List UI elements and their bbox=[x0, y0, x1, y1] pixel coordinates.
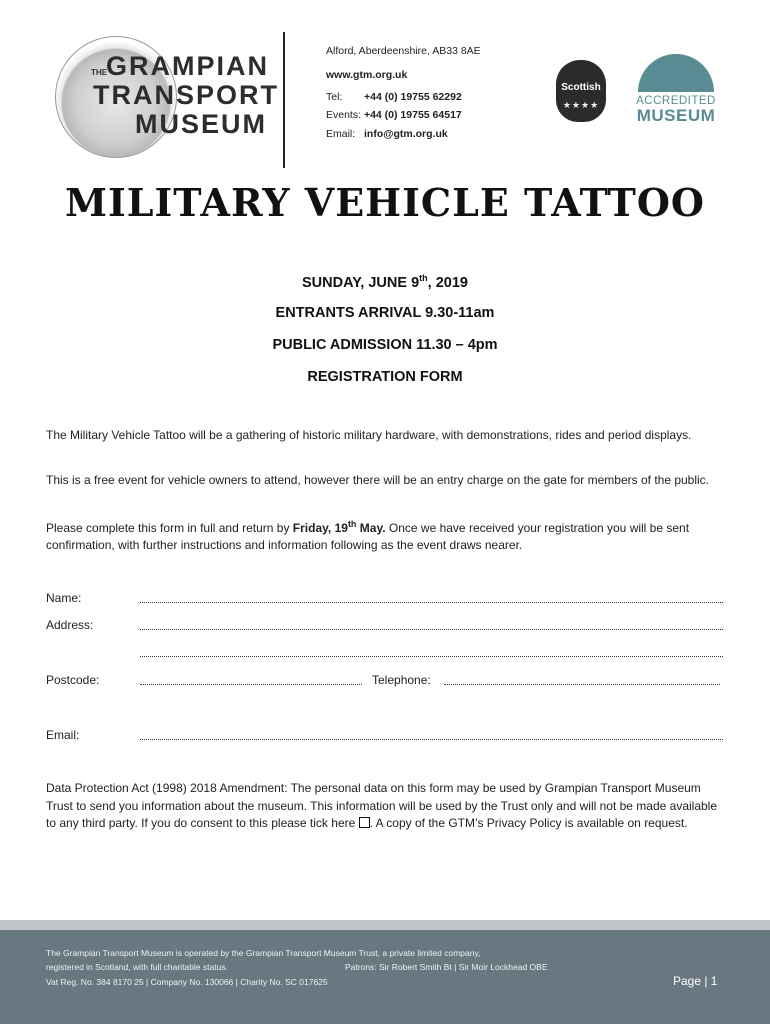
telephone-label: Telephone: bbox=[372, 673, 431, 687]
registration-form-heading: REGISTRATION FORM bbox=[307, 369, 463, 385]
email-value-link[interactable]: info@gtm.org.uk bbox=[364, 128, 448, 140]
logo-line-grampian: GRAMPIAN bbox=[106, 51, 269, 81]
logo-the-text: THE bbox=[91, 68, 107, 77]
footer-line2: registered in Scotland, with full charitable status. bbox=[46, 962, 228, 972]
dp-text-before: Data Protection Act (1998) 2018 Amendment: The personal data on this form may be used by Grampian Transport Museum Trust to send you information about the museum. This information will be used by the Trust only and will not be made available to any third party. If you do consent to this please tick here bbox=[46, 781, 718, 830]
intro-paragraph: The Military Vehicle Tattoo will be a gathering of historic military hardware, with demonstrations, rides and period displays. bbox=[46, 428, 692, 442]
page-title: MILITARY VEHICLE TATTOO bbox=[64, 180, 706, 225]
scottish-badge-stars: ★★★★ bbox=[562, 100, 600, 110]
contact-address: Alford, Aberdeenshire, AB33 8AE bbox=[326, 45, 481, 57]
accredited-line2: MUSEUM bbox=[636, 106, 716, 125]
footer-line1: The Grampian Transport Museum is operated by the Grampian Transport Museum Trust, a private limited company, bbox=[46, 948, 481, 958]
contact-website-link[interactable]: www.gtm.org.uk bbox=[326, 69, 408, 81]
museum-logo bbox=[55, 36, 279, 158]
scottish-tourist-board-badge bbox=[556, 60, 606, 122]
address-label: Address: bbox=[46, 618, 94, 632]
entrants-arrival: ENTRANTS ARRIVAL 9.30-11am bbox=[275, 305, 495, 321]
address-field-line2[interactable] bbox=[140, 656, 723, 657]
name-label: Name: bbox=[46, 591, 82, 605]
telephone-field[interactable] bbox=[444, 684, 720, 685]
contact-email bbox=[326, 128, 448, 140]
consent-checkbox[interactable] bbox=[359, 817, 370, 828]
dp-text-after: . A copy of the GTM’s Privacy Policy is available on request. bbox=[369, 816, 688, 830]
event-date-suffix: , 2019 bbox=[427, 274, 468, 291]
data-protection-notice bbox=[46, 780, 726, 833]
entry-charge-paragraph: This is a free event for vehicle owners to attend, however there will be an entry charge on the gate for members of the public. bbox=[46, 473, 710, 487]
address-field-line1[interactable] bbox=[140, 629, 723, 630]
accredited-arc-icon bbox=[638, 54, 714, 92]
deadline-date: Friday, 19 bbox=[292, 521, 348, 535]
email-field[interactable] bbox=[140, 739, 723, 740]
page-number: Page | 1 bbox=[673, 974, 718, 988]
contact-telephone bbox=[326, 91, 462, 103]
events-label: Events: bbox=[326, 109, 362, 121]
public-admission: PUBLIC ADMISSION 11.30 – 4pm bbox=[272, 337, 498, 353]
tel-label: Tel: bbox=[326, 91, 343, 103]
deadline-suffix: May. bbox=[356, 521, 386, 535]
accredited-museum-badge bbox=[634, 54, 718, 124]
footer-band bbox=[0, 920, 770, 930]
logo-line-museum: MUSEUM bbox=[135, 109, 267, 139]
events-value: +44 (0) 19755 64517 bbox=[363, 109, 462, 121]
deadline-sup: th bbox=[347, 519, 357, 529]
accredited-line1: ACCREDITED bbox=[636, 95, 716, 107]
event-date-sup: th bbox=[419, 273, 428, 283]
email-label: Email: bbox=[326, 128, 356, 140]
event-date-prefix: SUNDAY, JUNE 9 bbox=[302, 274, 420, 291]
postcode-field[interactable] bbox=[140, 684, 362, 685]
email-label-field: Email: bbox=[46, 728, 80, 742]
postcode-label: Postcode: bbox=[46, 673, 100, 687]
name-field[interactable] bbox=[140, 602, 723, 603]
tel-value: +44 (0) 19755 62292 bbox=[364, 91, 462, 103]
event-date bbox=[0, 273, 770, 291]
logo-line-transport: TRANSPORT bbox=[93, 80, 279, 110]
footer-patrons: Patrons: Sir Robert Smith Bt | Sir Moir Lockhead OBE bbox=[345, 962, 548, 972]
contact-events bbox=[326, 109, 462, 121]
scottish-badge-name: Scottish bbox=[561, 82, 601, 93]
instructions-end: Once we have received your registration you will be sent confirmation, with further instructions and information following as the event draws nearer. bbox=[46, 521, 690, 552]
footer-line3: Vat Reg. No. 384 8170 25 | Company No. 130066 | Charity No. SC 017625 bbox=[46, 977, 328, 987]
header-divider bbox=[283, 32, 285, 168]
instructions-start: Please complete this form in full and return by bbox=[46, 521, 293, 535]
instructions-paragraph bbox=[46, 516, 726, 554]
